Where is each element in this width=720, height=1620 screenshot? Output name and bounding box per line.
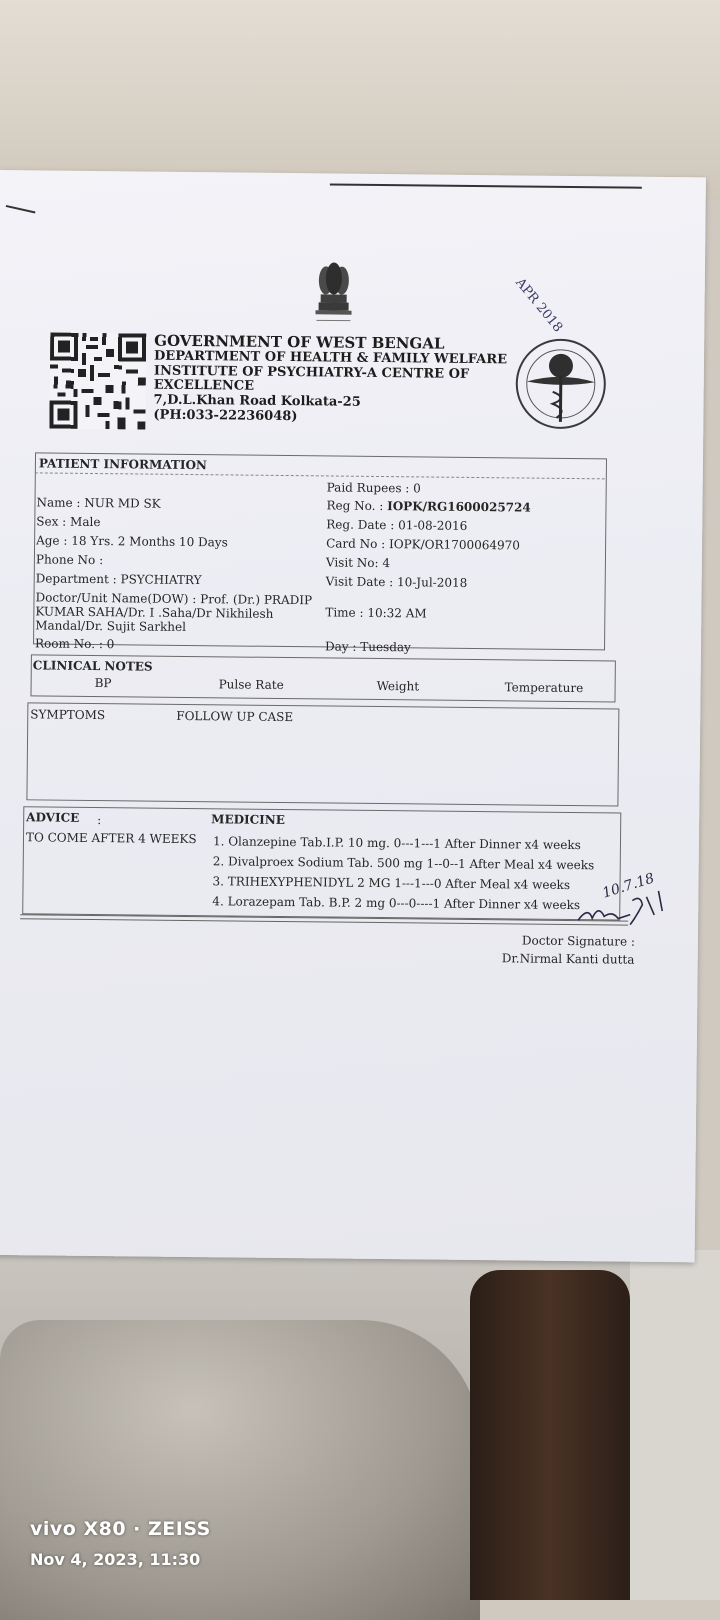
paid-rupees: Paid Rupees : 0 bbox=[327, 480, 421, 495]
header-department: DEPARTMENT OF HEALTH & FAMILY WELFARE bbox=[154, 349, 507, 368]
medicine-item-3: 3. TRIHEXYPHENIDYL 2 MG 1---1---0 After Meal x4 weeks bbox=[212, 874, 570, 892]
header-institute: INSTITUTE OF PSYCHIATRY-A CENTRE OF bbox=[154, 364, 469, 382]
lap-background bbox=[0, 1320, 480, 1620]
medicine-item-4: 4. Lorazepam Tab. B.P. 2 mg 0---0----1 After Dinner x4 weeks bbox=[212, 894, 580, 912]
patient-department: Department : PSYCHIATRY bbox=[36, 571, 202, 587]
advice-colon: : bbox=[97, 813, 101, 827]
institute-logo-icon bbox=[512, 335, 609, 432]
symptoms-value: FOLLOW UP CASE bbox=[176, 709, 293, 724]
clinical-notes-title: CLINICAL NOTES bbox=[33, 658, 153, 673]
room-number: Room No. : 0 bbox=[35, 636, 114, 651]
top-rule bbox=[330, 183, 642, 188]
pen-mark bbox=[6, 205, 36, 213]
camera-brand-watermark: vivo X80 · ZEISS bbox=[30, 1518, 211, 1540]
reg-date: Reg. Date : 01-08-2016 bbox=[326, 517, 467, 532]
doctor-name-line3: Mandal/Dr. Sujit Sarkhel bbox=[35, 618, 186, 634]
medicine-label: MEDICINE bbox=[211, 812, 285, 827]
advice-value: TO COME AFTER 4 WEEKS bbox=[26, 830, 197, 846]
patient-age: Age : 18 Yrs. 2 Months 10 Days bbox=[36, 533, 228, 549]
header-government: GOVERNMENT OF WEST BENGAL bbox=[154, 332, 444, 353]
date-stamp: APR 2018 bbox=[512, 275, 565, 335]
symptoms-label: SYMPTOMS bbox=[30, 707, 105, 722]
visit-time: Time : 10:32 AM bbox=[325, 605, 426, 620]
reg-number: Reg No. : IOPK/RG1600025724 bbox=[326, 498, 530, 514]
patient-info-title: PATIENT INFORMATION bbox=[39, 456, 207, 472]
pulse-label: Pulse Rate bbox=[219, 677, 284, 692]
weight-label: Weight bbox=[377, 679, 420, 693]
handwritten-date: 10.7.18 bbox=[601, 870, 657, 901]
header-phone: (PH:033-22236048) bbox=[153, 408, 297, 425]
doctor-signature-name: Dr.Nirmal Kanti dutta bbox=[502, 951, 635, 966]
bp-label: BP bbox=[95, 676, 112, 690]
prescription-paper bbox=[0, 170, 706, 1262]
qr-code-icon bbox=[49, 333, 146, 430]
symptoms-box bbox=[26, 702, 619, 806]
header-address: 7,D.L.Khan Road Kolkata-25 bbox=[154, 393, 361, 410]
header-excellence: EXCELLENCE bbox=[154, 378, 255, 394]
patient-phone: Phone No : bbox=[36, 552, 103, 567]
visit-number: Visit No: 4 bbox=[326, 555, 390, 570]
medicine-item-2: 2. Divalproex Sodium Tab. 500 mg 1--0--1 After Meal x4 weeks bbox=[213, 854, 595, 872]
visit-date: Visit Date : 10-Jul-2018 bbox=[326, 574, 468, 589]
camera-timestamp-watermark: Nov 4, 2023, 11:30 bbox=[30, 1550, 200, 1569]
card-number: Card No : IOPK/OR1700064970 bbox=[326, 536, 520, 552]
table-surface-top bbox=[0, 0, 720, 200]
doctor-name-line2: KUMAR SAHA/Dr. I .Saha/Dr Nikhilesh bbox=[35, 604, 273, 620]
chair-arm bbox=[470, 1270, 630, 1600]
national-emblem-icon bbox=[310, 258, 357, 324]
floor-tile bbox=[630, 1250, 720, 1600]
doctor-name-line1: Doctor/Unit Name(DOW) : Prof. (Dr.) PRADIP bbox=[35, 590, 312, 607]
visit-day: Day : Tuesday bbox=[325, 639, 411, 654]
medicine-item-1: 1. Olanzepine Tab.I.P. 10 mg. 0---1---1 After Dinner x4 weeks bbox=[213, 834, 581, 852]
signature-label: Doctor Signature : bbox=[522, 934, 635, 949]
patient-name: Name : NUR MD SK bbox=[36, 495, 160, 510]
advice-label: ADVICE bbox=[26, 810, 79, 825]
temperature-label: Temperature bbox=[505, 680, 584, 695]
patient-sex: Sex : Male bbox=[36, 514, 100, 529]
